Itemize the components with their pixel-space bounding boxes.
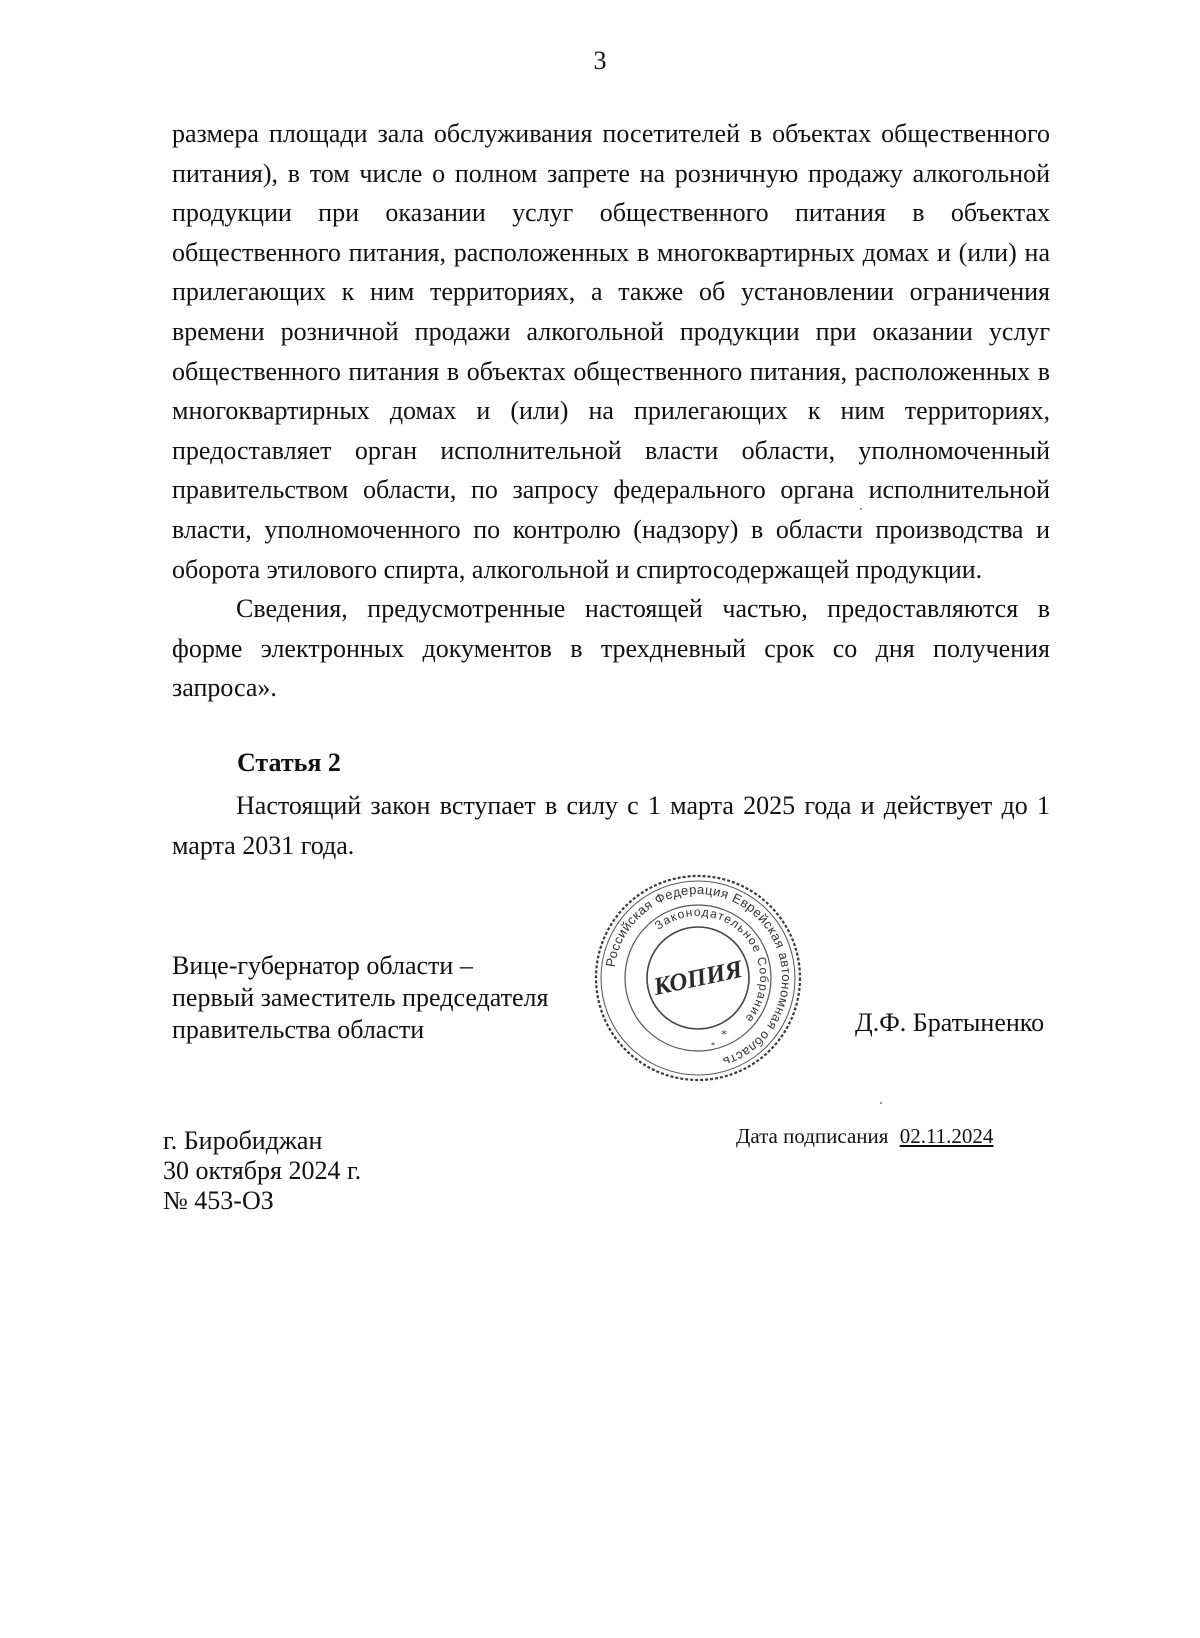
article-2-text: Настоящий закон вступает в силу с 1 марта 2025 года и действует до 1 марта 2031 года. — [172, 791, 1050, 860]
place-date-number — [163, 1126, 361, 1216]
scan-speck — [880, 1102, 882, 1104]
signing-date-value: 02.11.2024 — [899, 1124, 994, 1148]
stamp-star-icon: * — [721, 1028, 727, 1041]
article-2-heading: Статья 2 — [237, 748, 341, 777]
official-stamp — [592, 872, 804, 1084]
article-1-continuation — [172, 114, 1050, 708]
stamp-star-small-icon: * — [711, 1041, 715, 1050]
scan-speck — [860, 508, 862, 510]
paragraph-electronic-documents: Сведения, предусмотренные настоящей частью, предоставляются в форме электронных документов в трехдневный срок со дня получения запроса». — [172, 594, 1050, 703]
article-2-body — [172, 786, 1050, 865]
signer-title-line: первый заместитель председателя — [172, 983, 549, 1012]
signer-name: Д.Ф. Братыненко — [855, 1008, 1045, 1037]
stamp-outer-text: Российская Федерация Еврейская автономная область — [602, 881, 795, 1070]
adoption-date: 30 октября 2024 г. — [163, 1156, 362, 1185]
signing-date-label: Дата подписания — [736, 1124, 889, 1148]
signer-title-line: правительства области — [172, 1015, 425, 1044]
signer-title — [172, 950, 548, 1046]
stamp-copy-mark: КОПИЯ — [651, 955, 745, 1002]
signing-date — [736, 1124, 993, 1149]
city: г. Биробиджан — [163, 1126, 323, 1155]
page-number: 3 — [593, 46, 607, 75]
stamp-inner-text: Законодательное Собрание — [651, 904, 772, 1027]
signer-title-line: Вице-губернатор области – — [172, 951, 473, 980]
paragraph-information-provision: размера площади зала обслуживания посетителей в объектах общественного питания), в том числе о полном запрете на розничную продажу алкогольной продукции при оказании услуг общественного питания в объектах общественного питания, расположенных в многоквартирных домах и (или) на прилегающих к ним территориях, а также об установлении ограничения времени розничной продажи алкогольной продукции при оказании услуг общественного питания в объектах общественного питания, расположенных в многоквартирных домах и (или) на прилегающих к ним территориях, предоставляет орган исполнительной власти области, уполномоченный правительством области, по запросу федерального органа исполнительной власти, уполномоченного по контролю (надзору) в области производства и оборота этилового спирта, алкогольной и спиртосодержащей продукции. — [172, 119, 1050, 584]
law-number: № 453-ОЗ — [163, 1186, 274, 1215]
